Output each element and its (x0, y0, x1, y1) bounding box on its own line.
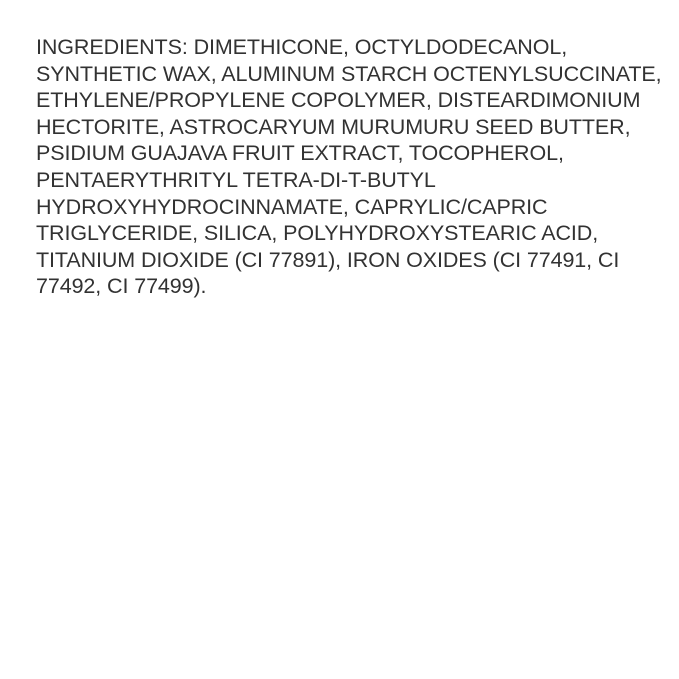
ingredients-line: ETHYLENE/PROPYLENE COPOLYMER, DISTEARDIMONIUM (36, 88, 641, 113)
ingredients-line: 77492, CI 77499). (36, 274, 207, 299)
ingredients-line: INGREDIENTS: DIMETHICONE, OCTYLDODECANOL, (36, 35, 568, 59)
ingredients-line: HECTORITE, ASTROCARYUM MURUMURU SEED BUTTER, (36, 114, 631, 139)
ingredients-line: PSIDIUM GUAJAVA FRUIT EXTRACT, TOCOPHEROL, (36, 141, 564, 166)
ingredients-line: TRIGLYCERIDE, SILICA, POLYHYDROXYSTEARIC ACID, (36, 221, 599, 246)
ingredients-line: TITANIUM DIOXIDE (CI 77891), IRON OXIDES (CI 77491, CI (36, 247, 620, 272)
ingredients-line: HYDROXYHYDROCINNAMATE, CAPRYLIC/CAPRIC (36, 194, 548, 219)
ingredients-line: PENTAERYTHRITYL TETRA-DI-T-BUTYL (36, 167, 436, 192)
ingredients-text (36, 34, 661, 300)
ingredients-line: SYNTHETIC WAX, ALUMINUM STARCH OCTENYLSUCCINATE, (36, 61, 662, 86)
